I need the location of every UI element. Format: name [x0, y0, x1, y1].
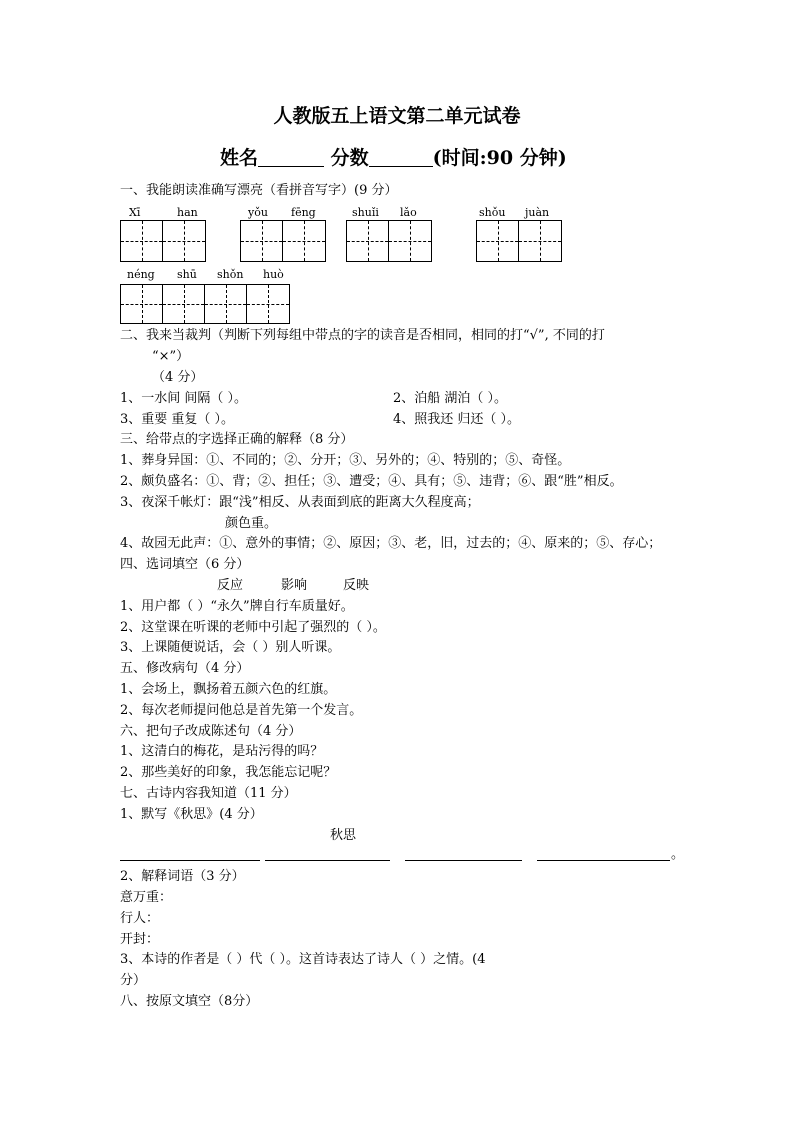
word-definition: 开封：	[120, 932, 160, 947]
pinyin: néng	[127, 268, 155, 281]
question-item: 4、照我还 归还（ ）。	[393, 412, 521, 427]
question-item: 3、夜深千帐灯：跟“浅”相反、从表面到底的距离大久程度高；	[120, 495, 480, 510]
question-item: 2、每次老师提问他总是首先第一个发言。	[120, 703, 363, 718]
grid-cell[interactable]	[163, 285, 205, 323]
question-item: 4、故园无此声：①、意外的事情；②、原因；③、老，旧，过去的；④、原来的；⑤、存心；	[120, 536, 662, 551]
word-definition: 意万重：	[120, 890, 173, 905]
pinyin: yǒu	[248, 206, 268, 219]
grid-cell[interactable]	[283, 221, 325, 261]
question-item: 1、默写《秋思》(4 分）	[120, 807, 263, 822]
writing-grid	[240, 220, 326, 262]
question-item: 1、用户都（ ）“永久”牌自行车质量好。	[120, 599, 354, 614]
grid-cell[interactable]	[347, 221, 389, 261]
grid-cell[interactable]	[389, 221, 431, 261]
question-item-cont: 分）	[120, 973, 147, 988]
section-5-heading: 五、修改病句（4 分）	[120, 661, 250, 676]
score-blank[interactable]	[369, 148, 433, 167]
student-info-line	[220, 148, 567, 167]
pinyin: shuǐi	[352, 206, 379, 219]
grid-cell[interactable]	[163, 221, 205, 261]
score-label: 分数	[330, 147, 369, 169]
question-item: 1、会场上，飘扬着五颜六色的红旗。	[120, 682, 337, 697]
grid-cell[interactable]	[519, 221, 561, 261]
word-choice: 反映	[343, 578, 370, 593]
writing-grid	[120, 220, 206, 262]
writing-grid	[120, 284, 290, 324]
pinyin: lǎo	[400, 206, 417, 219]
question-item: 1、葬身异国：①、不同的；②、分开；③、另外的；④、特别的；⑤、奇怪。	[120, 453, 571, 468]
pinyin: han	[177, 206, 198, 219]
grid-cell[interactable]	[121, 285, 163, 323]
word-definition: 行人：	[120, 911, 160, 926]
question-item: 3、上课随便说话，会（ ）别人听课。	[120, 640, 341, 655]
question-item: 2、颇负盛名：①、背；②、担任；③、遭受；④、具有；⑤、违背；⑥、跟“胜”相反。	[120, 474, 623, 489]
pinyin: shǒn	[217, 268, 244, 281]
question-item: 2、这堂课在听课的老师中引起了强烈的（ ）。	[120, 620, 386, 635]
question-item: 1、一水间 间隔（ ）。	[120, 391, 248, 406]
section-1-heading: 一、我能朗读准确写漂亮（看拼音写字）(9 分）	[120, 183, 398, 198]
section-2-heading: 二、我来当裁判（判断下列每组中带点的字的读音是否相同，相同的打“√”, 不同的打	[120, 328, 605, 343]
time-label: (时间:90 分钟)	[432, 147, 567, 169]
question-item: 2、解释词语（3 分）	[120, 869, 245, 884]
pinyin: shū	[177, 268, 197, 281]
writing-grid	[476, 220, 562, 262]
exam-title: 人教版五上语文第二单元试卷	[273, 105, 521, 127]
grid-cell[interactable]	[121, 221, 163, 261]
word-choice: 反应	[217, 578, 244, 593]
question-item: 3、本诗的作者是（ ）代（ ）。这首诗表达了诗人（ ）之情。(4	[120, 952, 486, 967]
question-item: 3、重要 重复（ ）。	[120, 412, 235, 427]
question-item: 1、这清白的梅花，是玷污得的吗？	[120, 744, 324, 759]
pinyin: Xī	[129, 206, 141, 219]
section-2-points: （4 分）	[152, 370, 204, 385]
question-item: 2、泊船 湖泊（ ）。	[393, 391, 508, 406]
poem-title: 秋思	[330, 828, 357, 843]
pinyin: huò	[263, 268, 284, 281]
question-item-cont: 颜色重。	[225, 516, 278, 531]
section-8-heading: 八、按原文填空（8分）	[120, 994, 259, 1009]
section-6-heading: 六、把句子改成陈述句（4 分）	[120, 724, 302, 739]
answer-line[interactable]	[405, 860, 522, 861]
pinyin: fēng	[291, 206, 316, 219]
name-label: 姓名	[220, 147, 259, 169]
pinyin: shǒu	[479, 206, 506, 219]
pinyin: juàn	[525, 206, 550, 219]
word-choice: 影响	[281, 578, 308, 593]
name-blank[interactable]	[258, 148, 324, 167]
grid-cell[interactable]	[247, 285, 289, 323]
grid-cell[interactable]	[477, 221, 519, 261]
section-2-heading-cont: “×”）	[152, 349, 190, 364]
grid-cell[interactable]	[205, 285, 247, 323]
section-3-heading: 三、给带点的字选择正确的解释（8 分）	[120, 432, 354, 447]
section-4-heading: 四、选词填空（6 分）	[120, 557, 250, 572]
answer-line[interactable]	[537, 860, 670, 861]
writing-grid	[346, 220, 432, 262]
period-mark: 。	[671, 847, 685, 862]
section-7-heading: 七、古诗内容我知道（11 分）	[120, 786, 297, 801]
grid-cell[interactable]	[241, 221, 283, 261]
question-item: 2、那些美好的印象，我怎能忘记呢？	[120, 765, 337, 780]
answer-line[interactable]	[265, 860, 390, 861]
answer-line[interactable]	[120, 860, 260, 861]
